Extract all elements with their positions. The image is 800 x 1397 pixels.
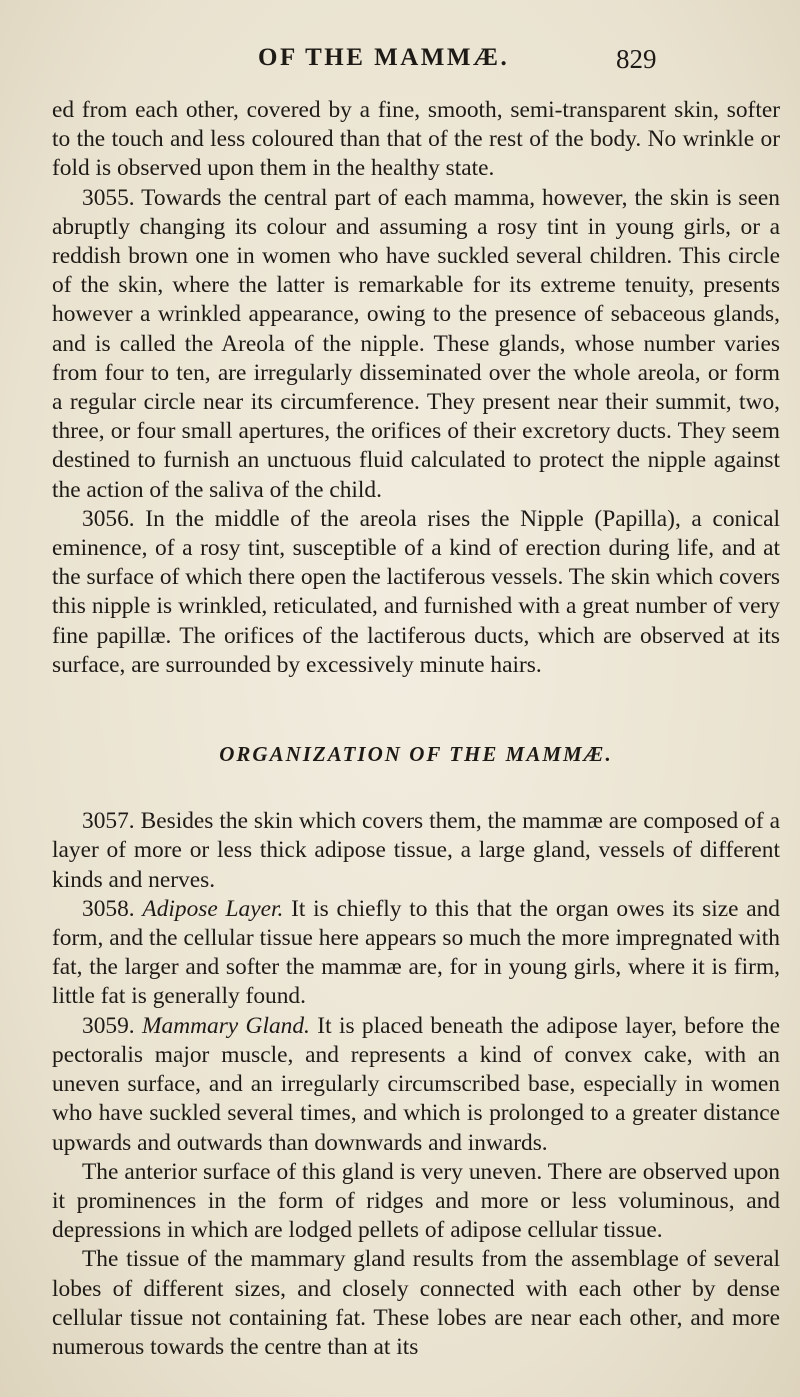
paragraph-number: 3057.	[82, 808, 135, 835]
paragraph-text: The tissue of the mammary gland results from the assemblage of several lobes of different sizes, and closely connected with each other by dense cellular tissue not containing fat. These lobes are near each other, and more numerous towards the centre than at its	[52, 1246, 780, 1360]
paragraph-text: Besides the skin which covers them, the mammæ are composed of a layer of more or less thick adipose tissue, a large gland, vessels of different kinds and nerves.	[52, 808, 780, 893]
page-header	[0, 44, 800, 84]
page-number: 829	[616, 44, 657, 74]
paragraph-number: 3058.	[82, 895, 135, 922]
paragraph-3057	[52, 807, 780, 895]
paragraph-text: In the middle of the areola rises the Nipple (Papilla), a conical eminence, of a rosy tint, susceptible of a kind of erection during life, and at the surface of which there open the lactiferous vessels. The skin which covers this nipple is wrinkled, reticulated, and furnished with a great number of very fine papillæ. The orifices of the lactiferous ducts, which are observed at its surface, are surrounded by excessively minute hairs.	[52, 505, 780, 678]
paragraph-number: 3056.	[82, 505, 135, 532]
page-body	[52, 96, 780, 1362]
running-head: OF THE MAMMÆ.	[258, 44, 510, 71]
paragraph-text: Towards the central part of each mamma, however, the skin is seen abruptly changing its colour and assuming a rosy tint in young girls, or a reddish brown one in women who have suckled several children. This circle of the skin, where the latter is remarkable for its extreme tenuity, presents however a wrinkled appearance, owing to the presence of sebaceous glands, and is called the Areola of the nipple. These glands, whose number varies from four to ten, are irregularly disseminated over the whole areola, or form a regular circle near its circumference. They present near their summit, two, three, or four small apertures, the orifices of their excretory ducts. They seem destined to furnish an unctuous fluid calculated to protect the nipple against the action of the saliva of the child.	[52, 184, 780, 503]
paragraph-3055	[52, 184, 780, 505]
paragraph-text: It is placed beneath the adipose layer, before the pectoralis major muscle, and represents a kind of convex cake, with an uneven surface, and an irregularly circumscribed base, especially in women who have suckled several times, and which is prolonged to a greater distance upwards and outwards than downwards and inwards.	[52, 1012, 780, 1156]
paragraph-number: 3059.	[82, 1012, 135, 1039]
section-heading: ORGANIZATION OF THE MAMMÆ.	[219, 742, 613, 767]
paragraph-title: Mammary Gland.	[142, 1012, 310, 1039]
paragraph-3056	[52, 505, 780, 680]
paragraph-3059	[52, 1012, 780, 1158]
paragraph-number: 3055.	[82, 184, 135, 211]
paragraph-anterior-surface	[52, 1158, 780, 1246]
paragraph-continuation	[52, 96, 780, 184]
paragraph-text: The anterior surface of this gland is very uneven. There are observed upon it prominences in the form of ridges and more or less voluminous, and depressions in which are lodged pellets of adipose cellular tissue.	[52, 1158, 780, 1244]
paragraph-3058	[52, 895, 780, 1012]
paragraph-text: It is chiefly to this that the organ owes its size and form, and the cellular tissue here appears so much the more impregnated with fat, the larger and softer the mammæ are, for in young girls, where it is firm, little fat is generally found.	[52, 895, 780, 1010]
paragraph-title: Adipose Layer.	[142, 895, 284, 922]
paragraph-text: ed from each other, covered by a fine, smooth, semi-transparent skin, softer to the touch and less coloured than that of the rest of the body. No wrinkle or fold is observed upon them in the healthy state.	[52, 97, 780, 182]
paragraph-tissue	[52, 1245, 780, 1362]
